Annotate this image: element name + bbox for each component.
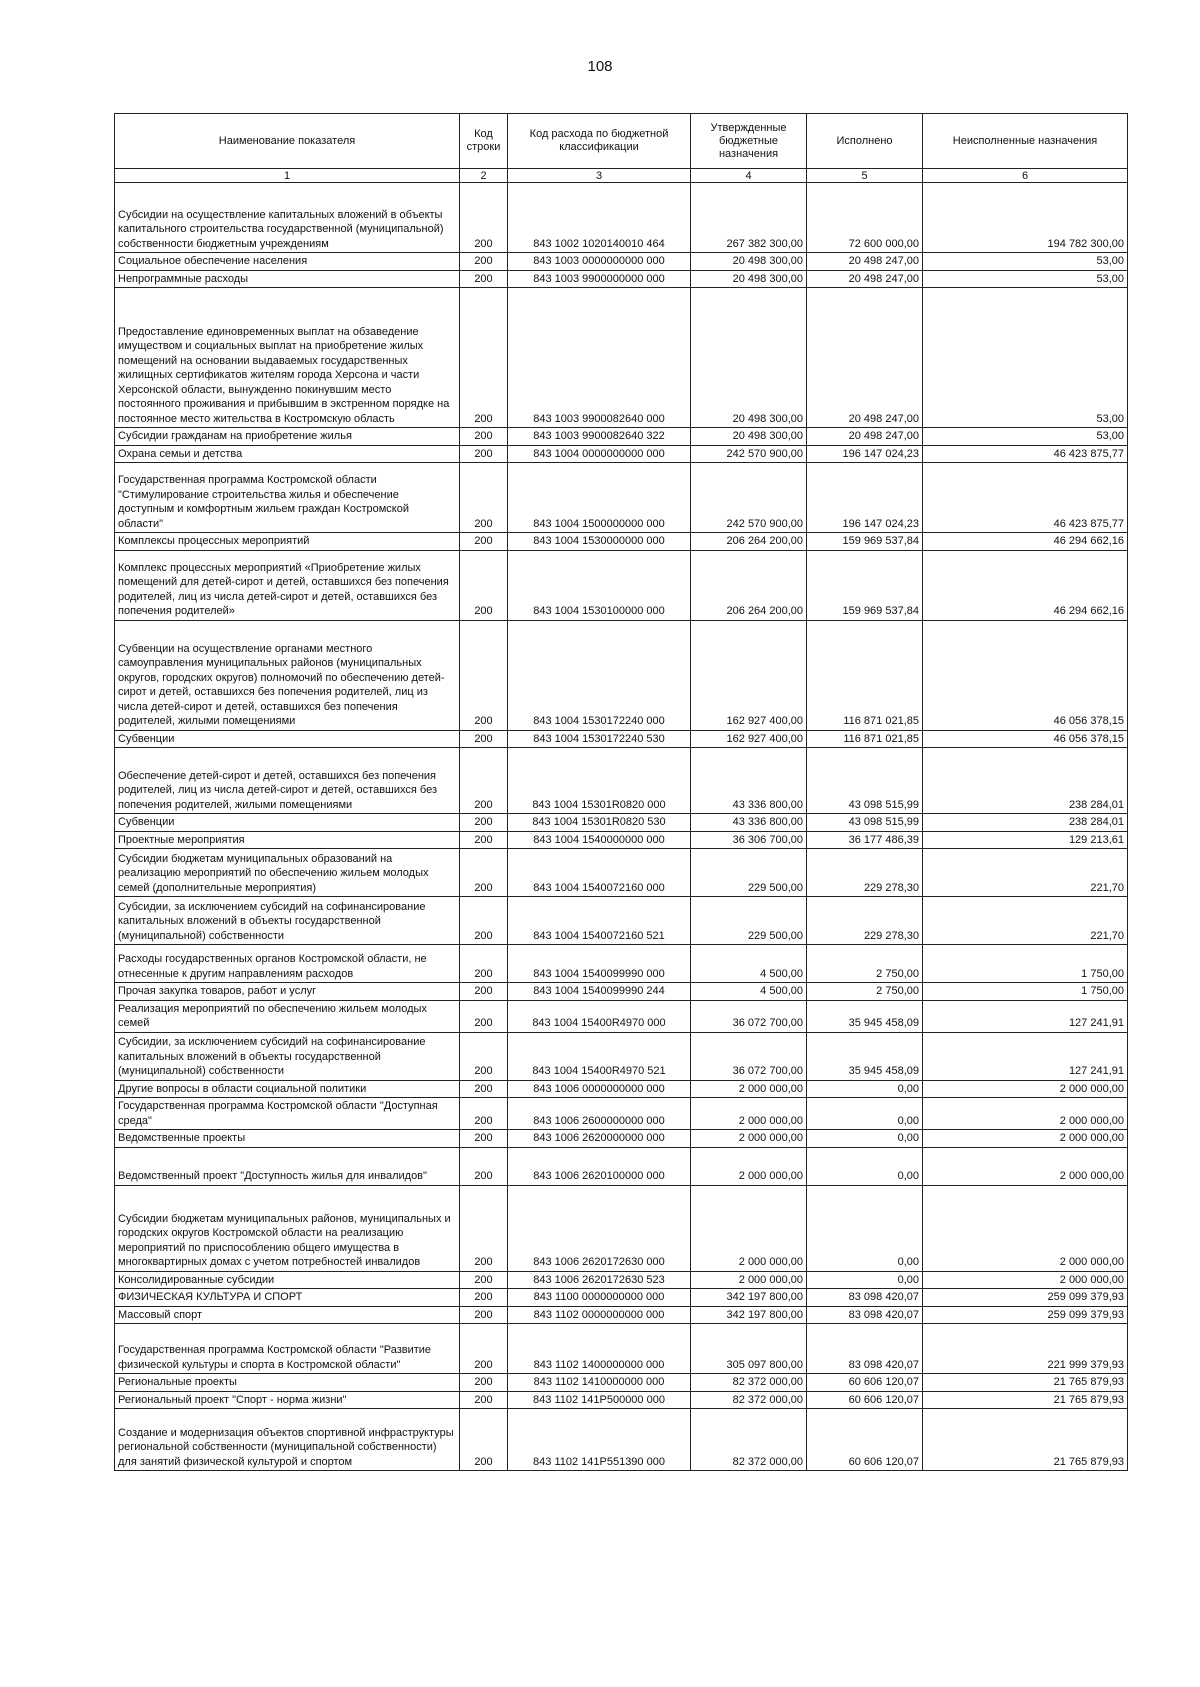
row-approved: 267 382 300,00 [691, 183, 807, 253]
row-approved: 4 500,00 [691, 945, 807, 983]
row-approved: 2 000 000,00 [691, 1130, 807, 1148]
row-executed: 60 606 120,07 [807, 1374, 923, 1392]
row-approved: 20 498 300,00 [691, 288, 807, 428]
row-budget-code: 843 1006 0000000000 000 [508, 1080, 691, 1098]
row-name: Субсидии бюджетам муниципальных образований на реализацию мероприятий по обеспечению жильем молодых семей (дополнительные мероприятия) [115, 849, 460, 897]
row-budget-code: 843 1004 15400R4970 000 [508, 1000, 691, 1032]
table-row [115, 831, 1128, 849]
row-budget-code: 843 1004 15301R0820 000 [508, 748, 691, 814]
row-executed: 2 750,00 [807, 983, 923, 1001]
row-approved: 20 498 300,00 [691, 253, 807, 271]
row-name: Государственная программа Костромской области "Развитие физической культуры и спорта в Костромской области" [115, 1324, 460, 1374]
row-executed: 229 278,30 [807, 849, 923, 897]
row-executed: 2 750,00 [807, 945, 923, 983]
row-approved: 36 072 700,00 [691, 1032, 807, 1080]
row-line-code: 200 [460, 1289, 508, 1307]
row-budget-code: 843 1006 2620100000 000 [508, 1147, 691, 1185]
row-name: Другие вопросы в области социальной политики [115, 1080, 460, 1098]
row-budget-code: 843 1004 0000000000 000 [508, 445, 691, 463]
row-budget-code: 843 1004 1530000000 000 [508, 533, 691, 551]
table-row [115, 983, 1128, 1001]
row-approved: 43 336 800,00 [691, 814, 807, 832]
row-approved: 82 372 000,00 [691, 1391, 807, 1409]
row-line-code: 200 [460, 1409, 508, 1471]
row-approved: 20 498 300,00 [691, 270, 807, 288]
row-unexecuted: 221 999 379,93 [923, 1324, 1128, 1374]
table-row [115, 1306, 1128, 1324]
table-row [115, 730, 1128, 748]
row-budget-code: 843 1004 1540099990 000 [508, 945, 691, 983]
row-unexecuted: 46 056 378,15 [923, 730, 1128, 748]
row-executed: 43 098 515,99 [807, 748, 923, 814]
row-executed: 0,00 [807, 1080, 923, 1098]
row-executed: 0,00 [807, 1098, 923, 1130]
col-number: 2 [460, 169, 508, 183]
col-number: 5 [807, 169, 923, 183]
table-row [115, 445, 1128, 463]
table-row [115, 428, 1128, 446]
row-budget-code: 843 1004 15301R0820 530 [508, 814, 691, 832]
row-executed: 20 498 247,00 [807, 428, 923, 446]
row-line-code: 200 [460, 533, 508, 551]
row-approved: 229 500,00 [691, 897, 807, 945]
row-approved: 36 072 700,00 [691, 1000, 807, 1032]
row-line-code: 200 [460, 748, 508, 814]
row-executed: 35 945 458,09 [807, 1032, 923, 1080]
table-row [115, 1324, 1128, 1374]
row-budget-code: 843 1004 1500000000 000 [508, 463, 691, 533]
row-executed: 116 871 021,85 [807, 620, 923, 730]
row-unexecuted: 46 423 875,77 [923, 463, 1128, 533]
row-executed: 196 147 024,23 [807, 445, 923, 463]
row-approved: 82 372 000,00 [691, 1374, 807, 1392]
row-executed: 116 871 021,85 [807, 730, 923, 748]
row-unexecuted: 127 241,91 [923, 1032, 1128, 1080]
row-executed: 0,00 [807, 1185, 923, 1271]
row-name: Субвенции [115, 730, 460, 748]
row-executed: 83 098 420,07 [807, 1306, 923, 1324]
row-budget-code: 843 1102 141P500000 000 [508, 1391, 691, 1409]
table-row [115, 1080, 1128, 1098]
row-unexecuted: 21 765 879,93 [923, 1409, 1128, 1471]
row-unexecuted: 259 099 379,93 [923, 1306, 1128, 1324]
budget-execution-table [114, 113, 1128, 1471]
row-executed: 36 177 486,39 [807, 831, 923, 849]
row-approved: 162 927 400,00 [691, 620, 807, 730]
row-line-code: 200 [460, 550, 508, 620]
row-name: Непрограммные расходы [115, 270, 460, 288]
row-budget-code: 843 1004 1540000000 000 [508, 831, 691, 849]
row-executed: 83 098 420,07 [807, 1289, 923, 1307]
col-number: 1 [115, 169, 460, 183]
row-line-code: 200 [460, 1130, 508, 1148]
row-line-code: 200 [460, 1147, 508, 1185]
row-name: Государственная программа Костромской области "Доступная среда" [115, 1098, 460, 1130]
row-line-code: 200 [460, 253, 508, 271]
table-body [115, 183, 1128, 1471]
row-line-code: 200 [460, 463, 508, 533]
row-line-code: 200 [460, 1324, 508, 1374]
row-approved: 342 197 800,00 [691, 1289, 807, 1307]
row-line-code: 200 [460, 1000, 508, 1032]
row-line-code: 200 [460, 1374, 508, 1392]
row-approved: 4 500,00 [691, 983, 807, 1001]
row-budget-code: 843 1003 9900082640 000 [508, 288, 691, 428]
page-number: 108 [587, 58, 613, 75]
row-line-code: 200 [460, 1080, 508, 1098]
row-executed: 60 606 120,07 [807, 1409, 923, 1471]
row-unexecuted: 238 284,01 [923, 748, 1128, 814]
row-executed: 20 498 247,00 [807, 288, 923, 428]
row-approved: 229 500,00 [691, 849, 807, 897]
row-approved: 342 197 800,00 [691, 1306, 807, 1324]
row-approved: 43 336 800,00 [691, 748, 807, 814]
row-line-code: 200 [460, 849, 508, 897]
row-executed: 83 098 420,07 [807, 1324, 923, 1374]
table-row [115, 1000, 1128, 1032]
row-approved: 82 372 000,00 [691, 1409, 807, 1471]
table-row [115, 849, 1128, 897]
header-row [115, 114, 1128, 169]
row-executed: 0,00 [807, 1130, 923, 1148]
row-budget-code: 843 1006 2600000000 000 [508, 1098, 691, 1130]
row-unexecuted: 46 294 662,16 [923, 533, 1128, 551]
col-number: 4 [691, 169, 807, 183]
row-line-code: 200 [460, 288, 508, 428]
row-executed: 20 498 247,00 [807, 253, 923, 271]
row-name: Массовый спорт [115, 1306, 460, 1324]
row-line-code: 200 [460, 445, 508, 463]
row-unexecuted: 53,00 [923, 428, 1128, 446]
row-approved: 2 000 000,00 [691, 1185, 807, 1271]
row-approved: 20 498 300,00 [691, 428, 807, 446]
row-unexecuted: 238 284,01 [923, 814, 1128, 832]
row-line-code: 200 [460, 945, 508, 983]
row-name: Региональные проекты [115, 1374, 460, 1392]
row-approved: 2 000 000,00 [691, 1098, 807, 1130]
row-name: Расходы государственных органов Костромской области, не отнесенные к другим направлениям расходов [115, 945, 460, 983]
row-name: Субсидии бюджетам муниципальных районов, муниципальных и городских округов Костромской области на реализацию мероприятий по приспособлению общего имущества в многоквартирных домах с учетом потребностей инвалидов [115, 1185, 460, 1271]
row-name: Создание и модернизация объектов спортивной инфраструктуры региональной собственности (муниципальной собственности) для занятий физической культурой и спортом [115, 1409, 460, 1471]
table-row [115, 463, 1128, 533]
row-name: Предоставление единовременных выплат на обзаведение имуществом и социальных выплат на приобретение жилых помещений на основании выдаваемых государственных жилищных сертификатов жителям города Херсона и части Херсонской области, вынужденно покинувшим место постоянного проживания и прибывшим в экстренном порядке на постоянное место жительства в Костромскую область [115, 288, 460, 428]
row-line-code: 200 [460, 1032, 508, 1080]
row-executed: 20 498 247,00 [807, 270, 923, 288]
row-executed: 0,00 [807, 1271, 923, 1289]
row-name: Социальное обеспечение населения [115, 253, 460, 271]
row-budget-code: 843 1102 0000000000 000 [508, 1306, 691, 1324]
row-approved: 242 570 900,00 [691, 445, 807, 463]
row-budget-code: 843 1006 2620000000 000 [508, 1130, 691, 1148]
table-row [115, 288, 1128, 428]
table-row [115, 748, 1128, 814]
table-row [115, 253, 1128, 271]
row-budget-code: 843 1004 1540072160 521 [508, 897, 691, 945]
row-unexecuted: 53,00 [923, 288, 1128, 428]
row-approved: 305 097 800,00 [691, 1324, 807, 1374]
table-row [115, 183, 1128, 253]
table-row [115, 1271, 1128, 1289]
row-unexecuted: 2 000 000,00 [923, 1185, 1128, 1271]
row-unexecuted: 1 750,00 [923, 983, 1128, 1001]
row-executed: 35 945 458,09 [807, 1000, 923, 1032]
table-row [115, 814, 1128, 832]
row-budget-code: 843 1102 141P551390 000 [508, 1409, 691, 1471]
row-line-code: 200 [460, 730, 508, 748]
row-unexecuted: 2 000 000,00 [923, 1271, 1128, 1289]
table-row [115, 1289, 1128, 1307]
col-header-budget-code: Код расхода по бюджетной классификации [508, 114, 691, 169]
row-name: Охрана семьи и детства [115, 445, 460, 463]
row-executed: 60 606 120,07 [807, 1391, 923, 1409]
row-unexecuted: 127 241,91 [923, 1000, 1128, 1032]
row-budget-code: 843 1004 1530172240 000 [508, 620, 691, 730]
table-row [115, 1374, 1128, 1392]
table-row [115, 270, 1128, 288]
row-budget-code: 843 1004 1530100000 000 [508, 550, 691, 620]
table-row [115, 897, 1128, 945]
row-name: Консолидированные субсидии [115, 1271, 460, 1289]
row-name: Субвенции [115, 814, 460, 832]
row-approved: 162 927 400,00 [691, 730, 807, 748]
row-name: Государственная программа Костромской области "Стимулирование строительства жилья и обеспечение доступным и комфортным жильем граждан Костромской области" [115, 463, 460, 533]
row-name: Комплекс процессных мероприятий «Приобретение жилых помещений для детей-сирот и детей, оставшихся без попечения родителей, лиц из числа детей-сирот и детей, оставшихся без попечения родителей» [115, 550, 460, 620]
row-approved: 2 000 000,00 [691, 1271, 807, 1289]
row-executed: 72 600 000,00 [807, 183, 923, 253]
table-row [115, 1409, 1128, 1471]
row-unexecuted: 221,70 [923, 849, 1128, 897]
row-budget-code: 843 1004 1530172240 530 [508, 730, 691, 748]
row-budget-code: 843 1003 9900000000 000 [508, 270, 691, 288]
row-unexecuted: 1 750,00 [923, 945, 1128, 983]
row-unexecuted: 46 294 662,16 [923, 550, 1128, 620]
col-number: 3 [508, 169, 691, 183]
column-number-row [115, 169, 1128, 183]
row-budget-code: 843 1003 9900082640 322 [508, 428, 691, 446]
row-name: Комплексы процессных мероприятий [115, 533, 460, 551]
row-line-code: 200 [460, 620, 508, 730]
row-line-code: 200 [460, 1098, 508, 1130]
row-budget-code: 843 1004 1540099990 244 [508, 983, 691, 1001]
row-budget-code: 843 1004 1540072160 000 [508, 849, 691, 897]
row-name: Субсидии на осуществление капитальных вложений в объекты капитального строительства государственной (муниципальной) собственности бюджетным учреждениям [115, 183, 460, 253]
table-row [115, 1391, 1128, 1409]
col-header-approved: Утвержденные бюджетные назначения [691, 114, 807, 169]
row-name: ФИЗИЧЕСКАЯ КУЛЬТУРА И СПОРТ [115, 1289, 460, 1307]
row-approved: 36 306 700,00 [691, 831, 807, 849]
row-executed: 43 098 515,99 [807, 814, 923, 832]
table-row [115, 550, 1128, 620]
table-row [115, 1098, 1128, 1130]
row-unexecuted: 2 000 000,00 [923, 1098, 1128, 1130]
col-header-line-code: Код строки [460, 114, 508, 169]
table-row [115, 1130, 1128, 1148]
row-line-code: 200 [460, 270, 508, 288]
row-unexecuted: 194 782 300,00 [923, 183, 1128, 253]
row-executed: 229 278,30 [807, 897, 923, 945]
row-budget-code: 843 1003 0000000000 000 [508, 253, 691, 271]
col-number: 6 [923, 169, 1128, 183]
row-approved: 2 000 000,00 [691, 1147, 807, 1185]
row-name: Прочая закупка товаров, работ и услуг [115, 983, 460, 1001]
row-approved: 206 264 200,00 [691, 550, 807, 620]
row-unexecuted: 46 423 875,77 [923, 445, 1128, 463]
row-approved: 242 570 900,00 [691, 463, 807, 533]
row-unexecuted: 2 000 000,00 [923, 1147, 1128, 1185]
row-unexecuted: 21 765 879,93 [923, 1391, 1128, 1409]
row-name: Ведомственные проекты [115, 1130, 460, 1148]
row-name: Реализация мероприятий по обеспечению жильем молодых семей [115, 1000, 460, 1032]
row-name: Субсидии, за исключением субсидий на софинансирование капитальных вложений в объекты государственной (муниципальной) собственности [115, 1032, 460, 1080]
row-unexecuted: 53,00 [923, 270, 1128, 288]
row-line-code: 200 [460, 897, 508, 945]
row-name: Субвенции на осуществление органами местного самоуправления муниципальных районов (муниципальных округов, городских округов) полномочий по обеспечению детей-сирот и детей, оставшихся без попечения родителей, лиц из числа детей-сирот и детей, оставшихся без попечения родителей, жилыми помещениями [115, 620, 460, 730]
row-budget-code: 843 1102 1410000000 000 [508, 1374, 691, 1392]
row-budget-code: 843 1004 15400R4970 521 [508, 1032, 691, 1080]
table-row [115, 1185, 1128, 1271]
row-unexecuted: 21 765 879,93 [923, 1374, 1128, 1392]
table-row [115, 1032, 1128, 1080]
row-line-code: 200 [460, 1271, 508, 1289]
row-budget-code: 843 1006 2620172630 000 [508, 1185, 691, 1271]
row-unexecuted: 2 000 000,00 [923, 1080, 1128, 1098]
row-unexecuted: 221,70 [923, 897, 1128, 945]
row-line-code: 200 [460, 831, 508, 849]
row-budget-code: 843 1002 1020140010 464 [508, 183, 691, 253]
row-unexecuted: 129 213,61 [923, 831, 1128, 849]
row-line-code: 200 [460, 1391, 508, 1409]
row-line-code: 200 [460, 814, 508, 832]
row-executed: 0,00 [807, 1147, 923, 1185]
row-unexecuted: 53,00 [923, 253, 1128, 271]
table-row [115, 1147, 1128, 1185]
row-unexecuted: 259 099 379,93 [923, 1289, 1128, 1307]
row-line-code: 200 [460, 183, 508, 253]
col-header-executed: Исполнено [807, 114, 923, 169]
row-name: Обеспечение детей-сирот и детей, оставшихся без попечения родителей, лиц из числа детей-сирот и детей, оставшихся без попечения родителей, жилыми помещениями [115, 748, 460, 814]
row-name: Ведомственный проект "Доступность жилья для инвалидов" [115, 1147, 460, 1185]
row-line-code: 200 [460, 1306, 508, 1324]
table-row [115, 945, 1128, 983]
row-name: Субсидии, за исключением субсидий на софинансирование капитальных вложений в объекты государственной (муниципальной) собственности [115, 897, 460, 945]
row-name: Региональный проект "Спорт - норма жизни" [115, 1391, 460, 1409]
row-approved: 2 000 000,00 [691, 1080, 807, 1098]
row-line-code: 200 [460, 1185, 508, 1271]
row-executed: 159 969 537,84 [807, 533, 923, 551]
row-line-code: 200 [460, 983, 508, 1001]
col-header-name: Наименование показателя [115, 114, 460, 169]
col-header-unexecuted: Неисполненные назначения [923, 114, 1128, 169]
row-line-code: 200 [460, 428, 508, 446]
row-name: Субсидии гражданам на приобретение жилья [115, 428, 460, 446]
row-budget-code: 843 1006 2620172630 523 [508, 1271, 691, 1289]
table-row [115, 620, 1128, 730]
row-unexecuted: 2 000 000,00 [923, 1130, 1128, 1148]
row-executed: 159 969 537,84 [807, 550, 923, 620]
row-name: Проектные мероприятия [115, 831, 460, 849]
row-unexecuted: 46 056 378,15 [923, 620, 1128, 730]
row-executed: 196 147 024,23 [807, 463, 923, 533]
row-approved: 206 264 200,00 [691, 533, 807, 551]
table-row [115, 533, 1128, 551]
row-budget-code: 843 1100 0000000000 000 [508, 1289, 691, 1307]
row-budget-code: 843 1102 1400000000 000 [508, 1324, 691, 1374]
